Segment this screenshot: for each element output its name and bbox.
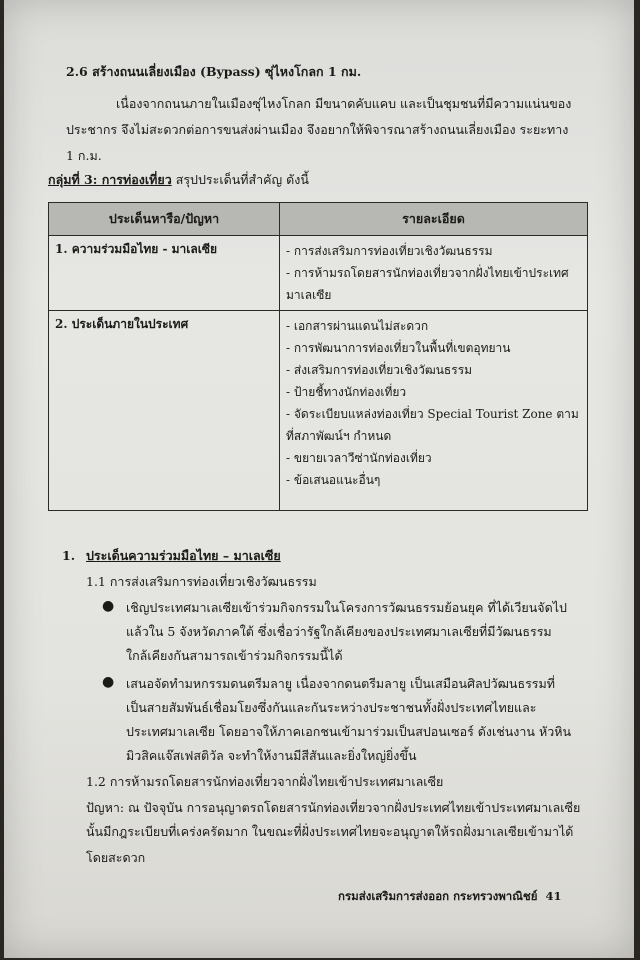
bullet-line: ประเทศมาเลเซีย โดยอาจให้ภาคเอกชนเข้ามาร่วมเป็นสปอนเซอร์ ดังเช่นงาน หัวหิน (126, 724, 571, 739)
footer-text: กรมส่งเสริมการส่งออก กระทรวงพาณิชย์ (338, 889, 538, 903)
detail-item: - ขยายเวลาวีซ่านักท่องเที่ยว (286, 451, 432, 465)
issues-table (48, 202, 588, 511)
group-heading (48, 172, 309, 188)
detail-item: - ส่งเสริมการท่องเที่ยวเชิงวัฒนธรรม (286, 363, 473, 377)
problem-line: ปัญหา: ณ ปัจจุบัน การอนุญาตรถโดยสารนักท่องเที่ยวจากฝั่งประเทศไทยเข้าประเทศมาเลเซีย (86, 800, 581, 815)
page-number: 41 (545, 889, 562, 903)
bullet-icon: ● (102, 598, 115, 614)
page-footer (338, 888, 562, 904)
bullet-line: แล้วใน 5 จังหวัดภาคใต้ ซึ่งเชื่อว่ารัฐใกล้เคียงของประเทศมาเลเซียที่มีวัฒนธรรม (126, 624, 552, 639)
subpoint-title: 1.2 การห้ามรถโดยสารนักท่องเที่ยวจากฝั่งไทยเข้าประเทศมาเลเซีย (86, 774, 444, 789)
table-row (49, 236, 588, 311)
problem-line: โดยสะดวก (86, 850, 146, 865)
group-heading-label: กลุ่มที่ 3: การท่องเที่ยว (48, 172, 172, 187)
problem-line: นั้นมีกฎระเบียบที่เคร่งครัดมาก ในขณะที่ฝั่งประเทศไทยจะอนุญาตให้รถฝั่งมาเลเซียเข้ามาได้ (86, 824, 574, 839)
table-cell-issue: 2. ประเด็นภายในประเทศ (49, 311, 280, 511)
detail-item: - การส่งเสริมการท่องเที่ยวเชิงวัฒนธรรม (286, 244, 493, 258)
bullet-line: มิวสิคแจ๊สเฟสติวัล จะทำให้งานมีสีสันและยิ่งใหญ่ยิ่งขึ้น (126, 748, 417, 763)
table-cell-details (280, 236, 588, 311)
point-title: ประเด็นความร่วมมือไทย – มาเลเซีย (86, 548, 281, 563)
table-row (49, 311, 588, 511)
paragraph-line: ประชากร จึงไม่สะดวกต่อการขนส่งผ่านเมือง จึงอยากให้พิจารณาสร้างถนนเลี่ยงเมือง ระยะทาง (66, 122, 569, 137)
paragraph-line: 1 ก.ม. (66, 148, 102, 163)
bullet-line: เสนอจัดทำมหกรรมดนตรีมลายู เนื่องจากดนตรีมลายู เป็นเสมือนศิลปวัฒนธรรมที่ (126, 676, 555, 691)
table-cell-issue: 1. ความร่วมมือไทย - มาเลเซีย (49, 236, 280, 311)
section-title: 2.6 สร้างถนนเลี่ยงเมือง (Bypass) ซุ่ไหงโกลก 1 กม. (66, 64, 362, 79)
bullet-line: เป็นสายสัมพันธ์เชื่อมโยงซึ่งกันและกันระหว่างประชาชนทั้งฝั่งประเทศไทยและ (126, 700, 537, 715)
point-number: 1. (62, 548, 76, 563)
table-header-issue: ประเด็นหารือ/ปัญหา (49, 203, 280, 236)
bullet-line: เชิญประเทศมาเลเซียเข้าร่วมกิจกรรมในโครงการวัฒนธรรมย้อนยุค ที่ได้เวียนจัดไป (126, 600, 567, 615)
table-header-details: รายละเอียด (280, 203, 588, 236)
table-header-row (49, 203, 588, 236)
table-cell-details (280, 311, 588, 511)
subpoint-title: 1.1 การส่งเสริมการท่องเที่ยวเชิงวัฒนธรรม (86, 574, 317, 589)
paragraph-line: เนื่องจากถนนภายในเมืองซุ่ไหงโกลก มีขนาดคับแคบ และเป็นชุมชนที่มีความแน่นของ (116, 96, 572, 111)
detail-item: - การห้ามรถโดยสารนักท่องเที่ยวจากฝั่งไทยเข้าประเทศมาเลเซีย (286, 266, 569, 302)
document-page (4, 0, 634, 958)
bullet-icon: ● (102, 674, 115, 690)
group-heading-suffix: สรุปประเด็นที่สำคัญ ดังนี้ (171, 172, 309, 187)
bullet-line: ใกล้เคียงกันสามารถเข้าร่วมกิจกรรมนี้ได้ (126, 648, 343, 663)
detail-item: - จัดระเบียบแหล่งท่องเที่ยว Special Tourist Zone ตามที่สภาพัฒน์ฯ กำหนด (286, 407, 579, 443)
detail-item: - ข้อเสนอแนะอื่นๆ (286, 473, 381, 487)
detail-item: - ป้ายชี้ทางนักท่องเที่ยว (286, 385, 407, 399)
detail-item: - การพัฒนาการท่องเที่ยวในพื้นที่เขตอุทยาน (286, 341, 511, 355)
detail-item: - เอกสารผ่านแดนไม่สะดวก (286, 319, 429, 333)
